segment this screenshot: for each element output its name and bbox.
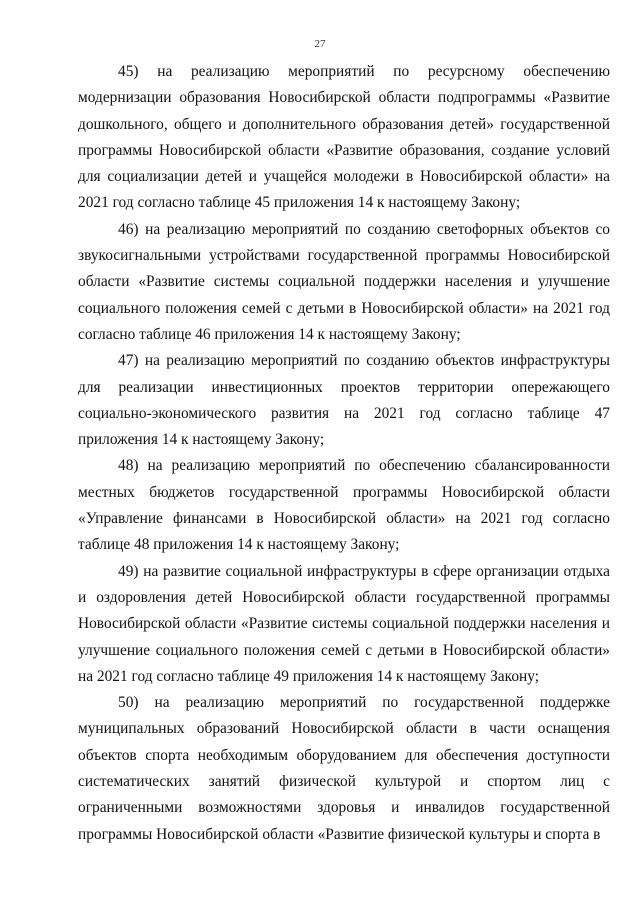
- paragraph-48: 48) на реализацию мероприятий по обеспечению сбалансированности местных бюджетов государственной программы Новосибирской области «Управление финансами в Новосибирской области» на 2021 год согласно таблице 48 приложения 14 к настоящему Закону;: [78, 457, 610, 554]
- page-number: 27: [314, 38, 326, 50]
- paragraph-45: 45) на реализацию мероприятий по ресурсному обеспечению модернизации образования Новосибирской области подпрограммы «Развитие дошкольного, общего и дополнительного образования детей» государственной программы Новосибирской области «Развитие образования, создание условий для социализации детей и учащейся молодежи в Новосибирской области» на 2021 год согласно таблице 45 приложения 14 к настоящему Закону;: [78, 63, 610, 212]
- paragraph-49: 49) на развитие социальной инфраструктуры в сфере организации отдыха и оздоровления детей Новосибирской области государственной программы Новосибирской области «Развитие системы социальной поддержки населения и улучшение социального положения семей с детьми в Новосибирской области» на 2021 год согласно таблице 49 приложения 14 к настоящему Закону;: [78, 562, 610, 685]
- paragraph-47: 47) на реализацию мероприятий по созданию объектов инфраструктуры для реализации инвестиционных проектов территории опережающего социально-экономического развития на 2021 год согласно таблице 47 приложения 14 к настоящему Закону;: [78, 352, 610, 449]
- paragraph-46: 46) на реализацию мероприятий по созданию светофорных объектов со звукосигнальными устройствами государственной программы Новосибирской области «Развитие системы социальной поддержки населения и улучшение социального положения семей с детьми в Новосибирской области» на 2021 год согласно таблице 46 приложения 14 к настоящему Закону;: [78, 220, 610, 343]
- document-body: [78, 59, 610, 848]
- paragraph-50: 50) на реализацию мероприятий по государственной поддержке муниципальных образований Новосибирской области в части оснащения объектов спорта необходимым оборудованием для обеспечения доступности систематических занятий физической культурой и спортом лиц с ограниченными возможностями здоровья и инвалидов государственной программы Новосибирской области «Развитие физической культуры и спорта в: [78, 694, 610, 843]
